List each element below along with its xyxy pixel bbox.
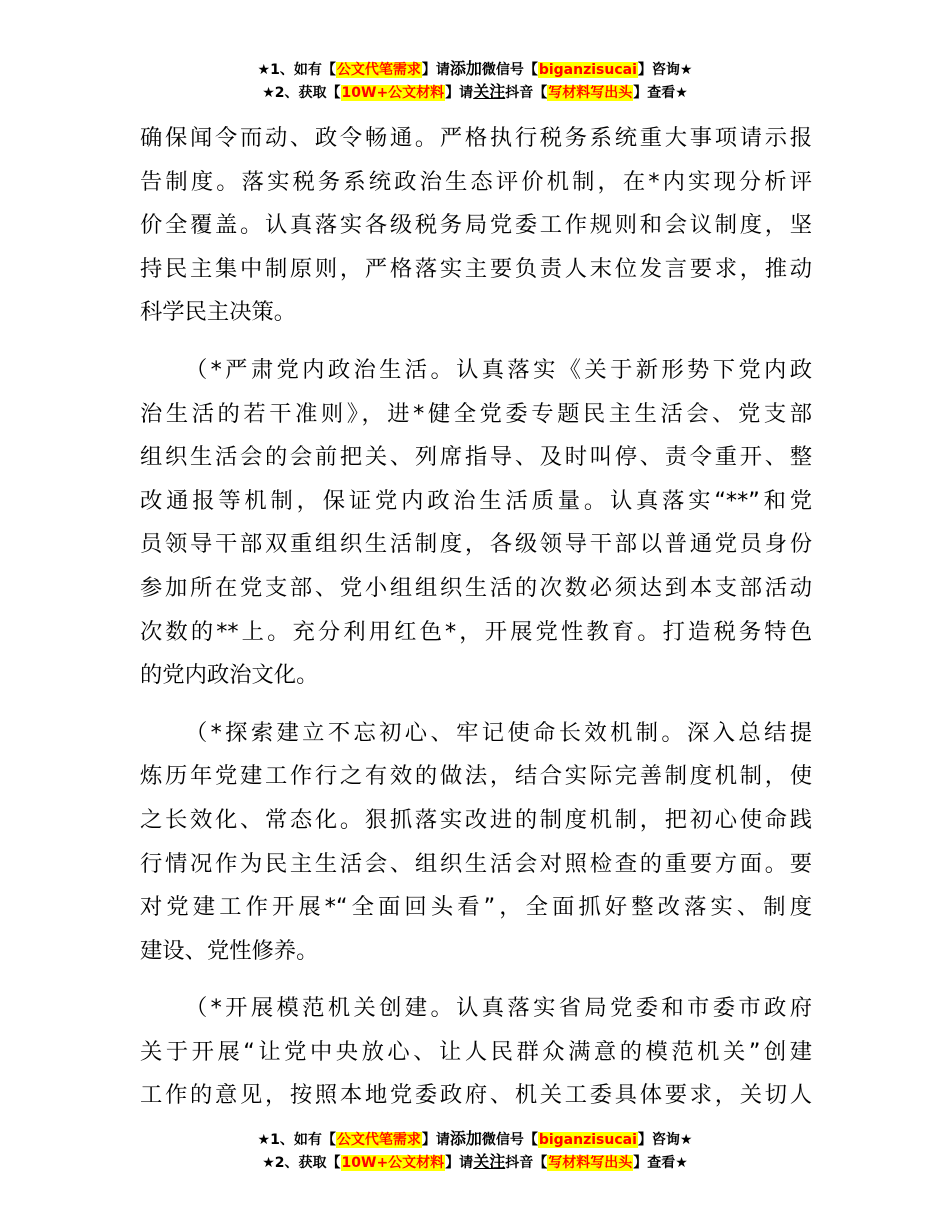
text-line: 的党内政治文化。 — [140, 662, 319, 689]
highlight-ghostwriting: 公文代笔需求 — [336, 62, 421, 78]
banner-emphasis: 关注 — [473, 1152, 506, 1171]
banner-text: 】请 — [421, 62, 450, 78]
highlight-materials: 10W+公文材料 — [341, 1155, 445, 1171]
text-line: 持民主集中制原则，严格落实主要负责人末位发言要求，推动 — [140, 255, 812, 282]
banner-text: 】请 — [445, 85, 474, 101]
paragraph — [140, 117, 812, 335]
text-line: 建设、党性修养。 — [140, 937, 319, 964]
text-line: 员领导干部双重组织生活制度，各级领导干部以普通党员身份 — [140, 531, 812, 558]
banner-emphasis: 关注 — [473, 82, 506, 101]
highlight-wechat-id: biganzisucai — [538, 62, 637, 78]
highlight-ghostwriting: 公文代笔需求 — [336, 1132, 421, 1148]
paragraph — [140, 349, 812, 698]
banner-line-2 — [0, 81, 950, 104]
banner-text: 】查看★ — [633, 85, 688, 101]
text-line: 组织生活会的会前把关、列席指导、及时叫停、责令重开、整 — [140, 444, 812, 471]
text-line: 行情况作为民主生活会、组织生活会对照检查的重要方面。要 — [140, 850, 812, 877]
paragraph — [140, 712, 812, 974]
banner-text: 微信号【 — [481, 1132, 538, 1148]
text-line: 参加所在党支部、党小组组织生活的次数必须达到本支部活动 — [140, 574, 812, 601]
footer-banner — [0, 1128, 950, 1174]
text-line: 科学民主决策。 — [140, 299, 297, 326]
banner-text: ★2、获取【 — [262, 1155, 341, 1171]
banner-line-1 — [0, 1128, 950, 1151]
text-line: 改通报等机制，保证党内政治生活质量。认真落实“**”和党 — [140, 487, 812, 514]
text-line: 次数的**上。充分利用红色*，开展党性教育。打造税务特色 — [140, 618, 812, 645]
document-body — [140, 117, 812, 1118]
banner-emphasis: 添加 — [449, 59, 482, 78]
header-banner — [0, 58, 950, 104]
banner-text: 抖音【 — [505, 1155, 548, 1171]
banner-line-1 — [0, 58, 950, 81]
text-line: 价全覆盖。认真落实各级税务局党委工作规则和会议制度，坚 — [140, 212, 812, 239]
banner-text: ★2、获取【 — [262, 85, 341, 101]
banner-text: 】请 — [421, 1132, 450, 1148]
banner-text: 】咨询★ — [637, 1132, 693, 1148]
text-line: 炼历年党建工作行之有效的做法，结合实际完善制度机制，使 — [140, 763, 812, 790]
paragraph — [140, 987, 812, 1118]
text-line: （*开展模范机关创建。认真落实省局党委和市委市政府 — [185, 995, 812, 1022]
text-line: 之长效化、常态化。狠抓落实改进的制度机制，把初心使命践 — [140, 806, 812, 833]
banner-text: 】查看★ — [633, 1155, 688, 1171]
banner-text: 】请 — [445, 1155, 474, 1171]
highlight-douyin: 写材料写出头 — [548, 85, 633, 101]
banner-text: ★1、如有【 — [257, 62, 336, 78]
text-line: 关于开展“让党中央放心、让人民群众满意的模范机关”创建 — [140, 1038, 812, 1065]
banner-text: ★1、如有【 — [257, 1132, 336, 1148]
text-line: 确保闻令而动、政令畅通。严格执行税务系统重大事项请示报 — [140, 125, 812, 151]
highlight-douyin: 写材料写出头 — [548, 1155, 633, 1171]
banner-emphasis: 添加 — [449, 1129, 482, 1148]
highlight-materials: 10W+公文材料 — [341, 85, 445, 101]
text-line: （*探索建立不忘初心、牢记使命长效机制。深入总结提 — [185, 719, 812, 746]
text-line: 治生活的若干准则》，进*健全党委专题民主生活会、党支部 — [140, 400, 812, 427]
highlight-wechat-id: biganzisucai — [538, 1132, 637, 1148]
banner-text: 抖音【 — [505, 85, 548, 101]
banner-text: 】咨询★ — [637, 62, 693, 78]
text-line: 工作的意见，按照本地党委政府、机关工委具体要求，关切人 — [140, 1082, 812, 1109]
banner-line-2 — [0, 1151, 950, 1174]
banner-text: 微信号【 — [481, 62, 538, 78]
text-line: （*严肃党内政治生活。认真落实《关于新形势下党内政 — [185, 356, 812, 383]
text-line: 告制度。落实税务系统政治生态评价机制，在*内实现分析评 — [140, 168, 812, 195]
text-line: 对党建工作开展*“全面回头看”，全面抓好整改落实、制度 — [140, 894, 812, 921]
